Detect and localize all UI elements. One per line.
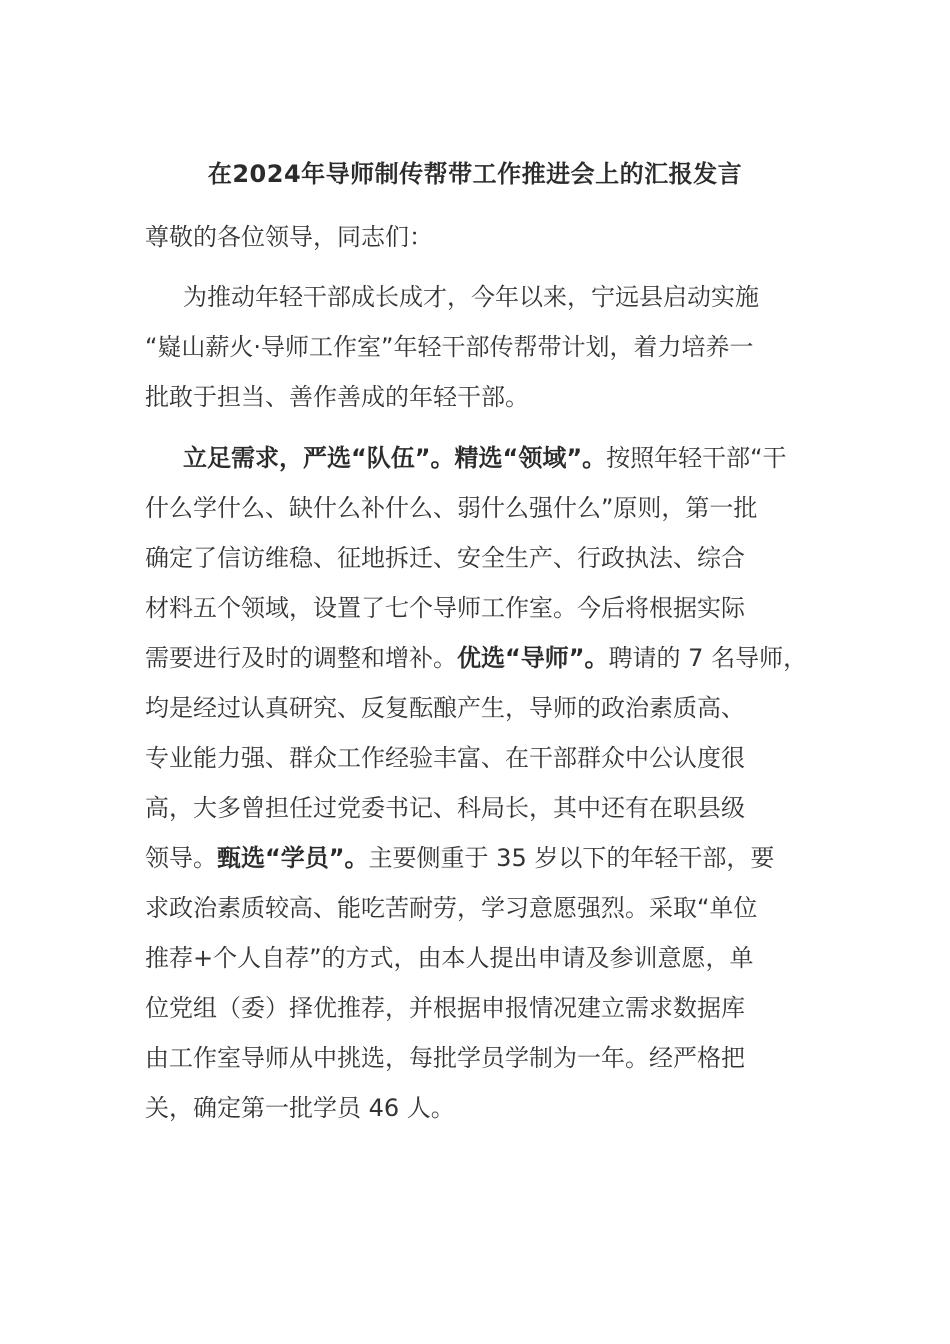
- subsection-heading: 优选“导师”。: [457, 644, 609, 672]
- paragraph-line: 位党组（委）择优推荐，并根据申报情况建立需求数据库: [145, 994, 745, 1022]
- paragraph-text: 主要侧重于 35 岁以下的年轻干部，要: [368, 844, 775, 872]
- paragraph-line: 确定了信访维稳、征地拆迁、安全生产、行政执法、综合: [145, 544, 745, 572]
- paragraph-text: 需要进行及时的调整和增补。: [145, 644, 457, 672]
- paragraph-line: 材料五个领域，设置了七个导师工作室。今后将根据实际: [145, 594, 745, 622]
- paragraph-requirements: [145, 433, 845, 1133]
- section-heading: 立足需求，严选“队伍”。: [183, 444, 455, 472]
- paragraph-line: [145, 833, 845, 883]
- paragraph-line: 专业能力强、群众工作经验丰富、在干部群众中公认度很: [145, 744, 745, 772]
- paragraph-line: 求政治素质较高、能吃苦耐劳，学习意愿强烈。采取“单位: [145, 894, 758, 922]
- subsection-heading: 甄选“学员”。: [217, 844, 369, 872]
- paragraph-text: 按照年轻干部“干: [606, 444, 787, 472]
- paragraph-line: 为推动年轻干部成长成才，今年以来，宁远县启动实施: [183, 283, 759, 311]
- paragraph-line: 推荐+个人自荐”的方式，由本人提出申请及参训意愿，单: [145, 944, 754, 972]
- paragraph-line: 批敢于担当、善作善成的年轻干部。: [145, 383, 529, 411]
- paragraph-line: 均是经过认真研究、反复酝酿产生，导师的政治素质高、: [145, 694, 745, 722]
- salutation: 尊敬的各位领导，同志们：: [145, 223, 433, 251]
- document-title: 在2024年导师制传帮带工作推进会上的汇报发言: [207, 160, 743, 188]
- paragraph-line: 什么学什么、缺什么补什么、弱什么强什么”原则，第一批: [145, 494, 758, 522]
- paragraph-line: 关，确定第一批学员 46 人。: [145, 1094, 455, 1122]
- subsection-heading: 精选“领域”。: [454, 444, 607, 472]
- paragraph-line: 由工作室导师从中挑选，每批学员学制为一年。经严格把: [145, 1044, 745, 1072]
- paragraph-text: 领导。: [145, 844, 217, 872]
- paragraph-line: [145, 633, 845, 683]
- paragraph-line: [145, 433, 845, 483]
- paragraph-text: 聘请的 7 名导师，: [608, 644, 808, 672]
- paragraph-line: 高，大多曾担任过党委书记、科局长，其中还有在职县级: [145, 794, 745, 822]
- paragraph-intro: [145, 272, 845, 422]
- paragraph-line: “嶷山薪火·导师工作室”年轻干部传帮带计划，着力培养一: [145, 333, 754, 361]
